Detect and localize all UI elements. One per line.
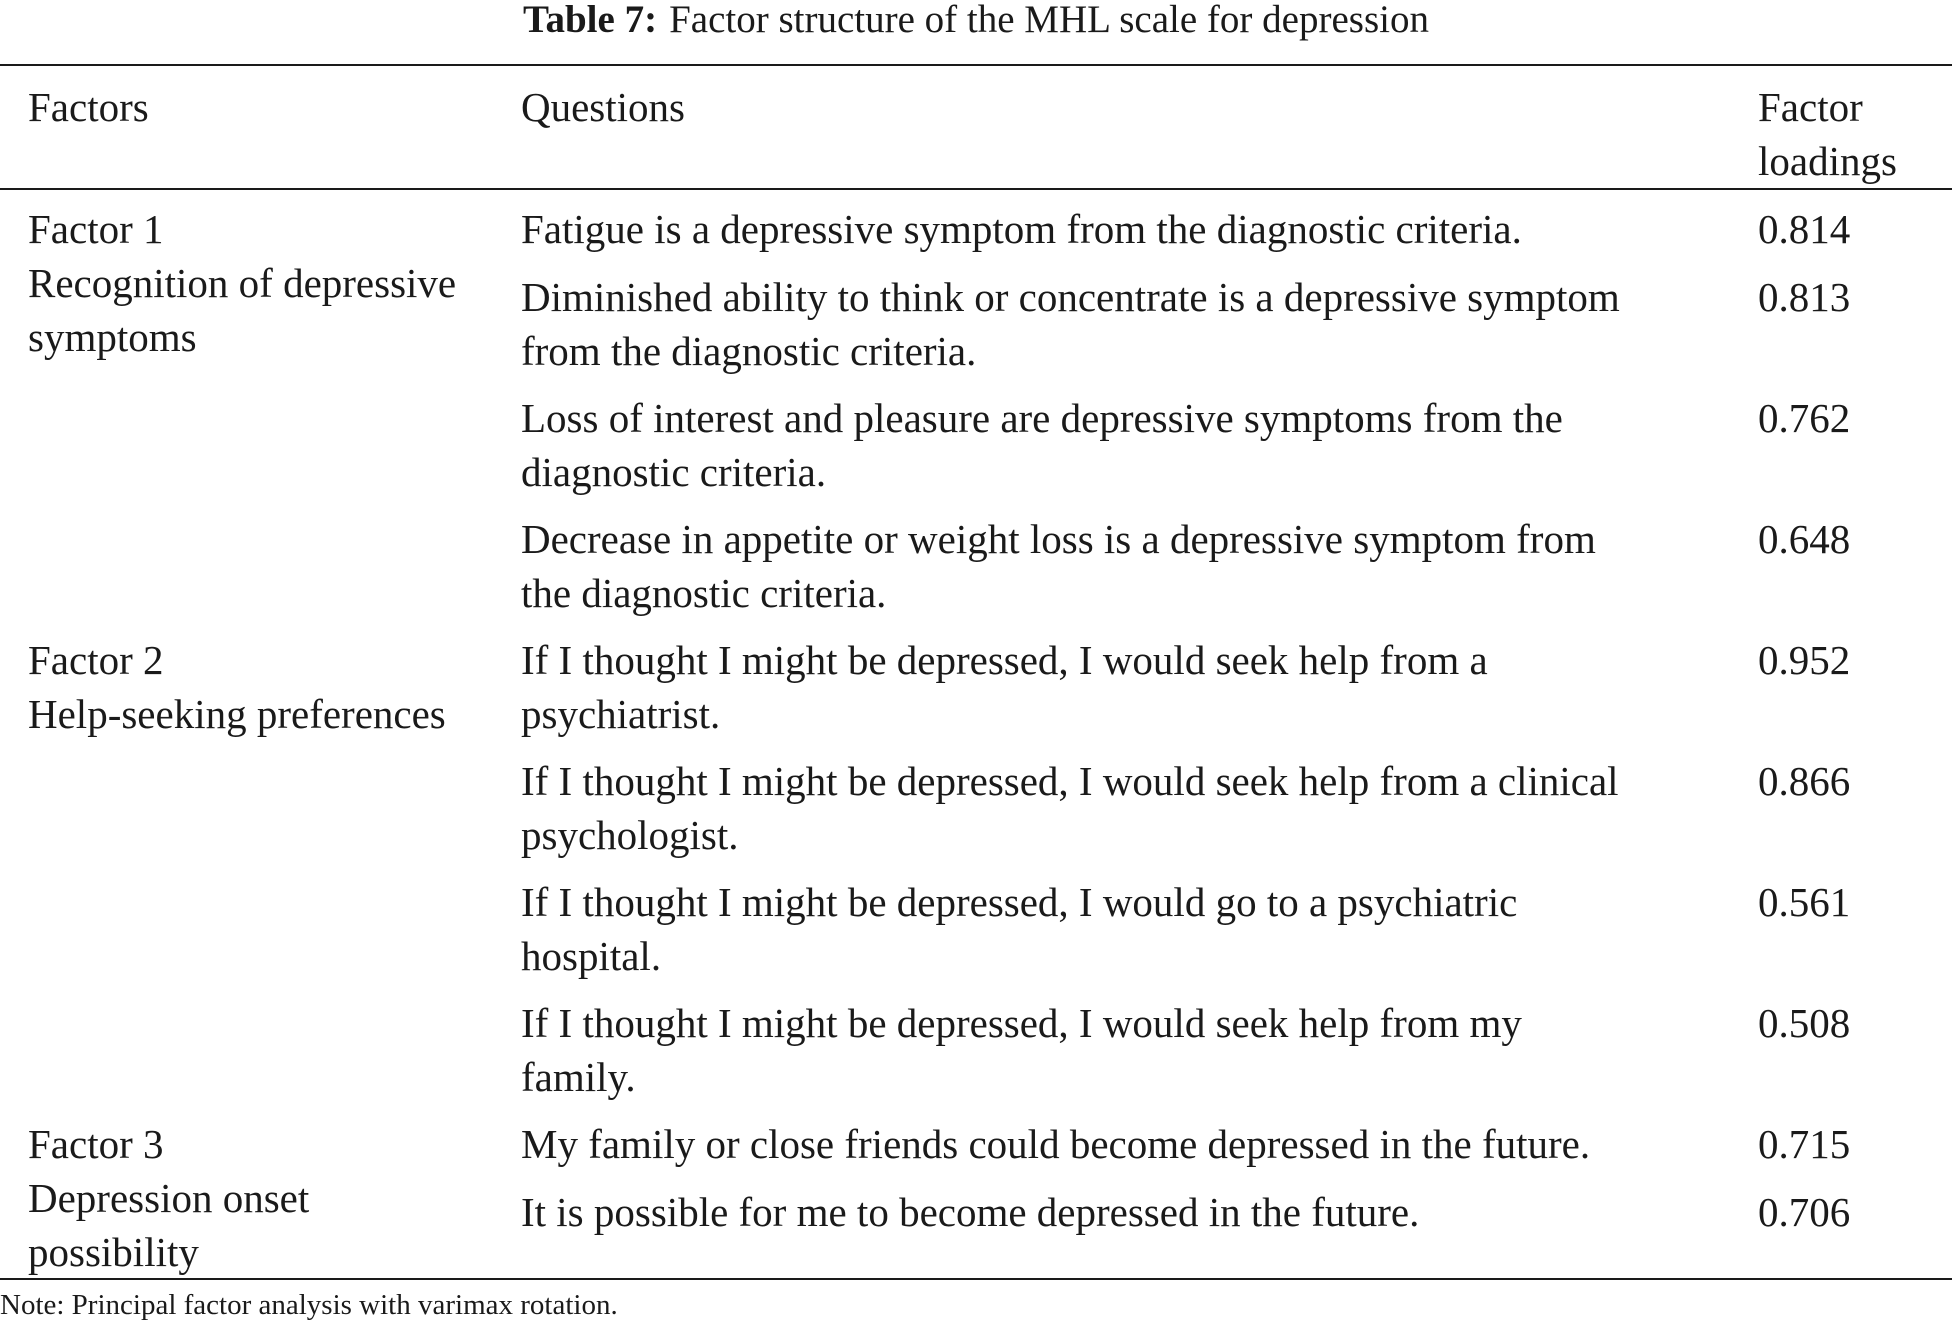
loading-3-1: 0.715 xyxy=(1758,1121,1851,1167)
question-2-1-line1: If I thought I might be depressed, I would seek help from a xyxy=(521,637,1488,683)
factor-1-name: Factor 1 xyxy=(28,206,164,252)
loading-2-3: 0.561 xyxy=(1758,879,1851,925)
factor-3-description-line2: possibility xyxy=(28,1229,199,1275)
question-1-1: Fatigue is a depressive symptom from the diagnostic criteria. xyxy=(521,206,1522,252)
loading-3-2: 0.706 xyxy=(1758,1189,1851,1235)
loading-2-4: 0.508 xyxy=(1758,1000,1851,1046)
loading-2-1: 0.952 xyxy=(1758,637,1851,683)
question-2-4-line1: If I thought I might be depressed, I would seek help from my xyxy=(521,1000,1522,1046)
question-1-3-line2: diagnostic criteria. xyxy=(521,449,827,495)
question-2-1-line2: psychiatrist. xyxy=(521,691,721,737)
table-note: Note: Principal factor analysis with varimax rotation. xyxy=(0,1289,618,1321)
table-header-rule xyxy=(0,188,1952,190)
factor-2-name: Factor 2 xyxy=(28,637,164,683)
table-top-rule xyxy=(0,64,1952,66)
table-caption-label: Table 7: xyxy=(523,0,658,41)
table-bottom-rule xyxy=(0,1278,1952,1280)
question-1-3-line1: Loss of interest and pleasure are depressive symptoms from the xyxy=(521,395,1563,441)
loading-1-2: 0.813 xyxy=(1758,274,1851,320)
question-1-4-line1: Decrease in appetite or weight loss is a depressive symptom from xyxy=(521,516,1596,562)
question-3-2: It is possible for me to become depressed in the future. xyxy=(521,1189,1420,1235)
loading-2-2: 0.866 xyxy=(1758,758,1851,804)
table-caption-text: Factor structure of the MHL scale for depression xyxy=(669,0,1429,41)
question-1-4-line2: the diagnostic criteria. xyxy=(521,570,887,616)
factor-1-description-line2: symptoms xyxy=(28,314,197,360)
question-1-2-line1: Diminished ability to think or concentrate is a depressive symptom xyxy=(521,274,1620,320)
question-3-1: My family or close friends could become depressed in the future. xyxy=(521,1121,1591,1167)
factor-3-description-line1: Depression onset xyxy=(28,1175,310,1221)
header-loadings-line1: Factor xyxy=(1758,84,1863,130)
header-questions: Questions xyxy=(521,84,685,130)
question-2-3-line1: If I thought I might be depressed, I would go to a psychiatric xyxy=(521,879,1518,925)
question-1-2-line2: from the diagnostic criteria. xyxy=(521,328,977,374)
question-2-2-line1: If I thought I might be depressed, I would seek help from a clinical xyxy=(521,758,1619,804)
question-2-4-line2: family. xyxy=(521,1054,636,1100)
header-factors: Factors xyxy=(28,84,149,130)
factor-1-description-line1: Recognition of depressive xyxy=(28,260,457,306)
question-2-2-line2: psychologist. xyxy=(521,812,739,858)
factor-2-description-line1: Help-seeking preferences xyxy=(28,691,446,737)
header-loadings-line2: loadings xyxy=(1758,138,1897,184)
loading-1-4: 0.648 xyxy=(1758,516,1851,562)
loading-1-3: 0.762 xyxy=(1758,395,1851,441)
question-2-3-line2: hospital. xyxy=(521,933,662,979)
factor-3-name: Factor 3 xyxy=(28,1121,164,1167)
table-caption xyxy=(0,0,1952,40)
loading-1-1: 0.814 xyxy=(1758,206,1851,252)
